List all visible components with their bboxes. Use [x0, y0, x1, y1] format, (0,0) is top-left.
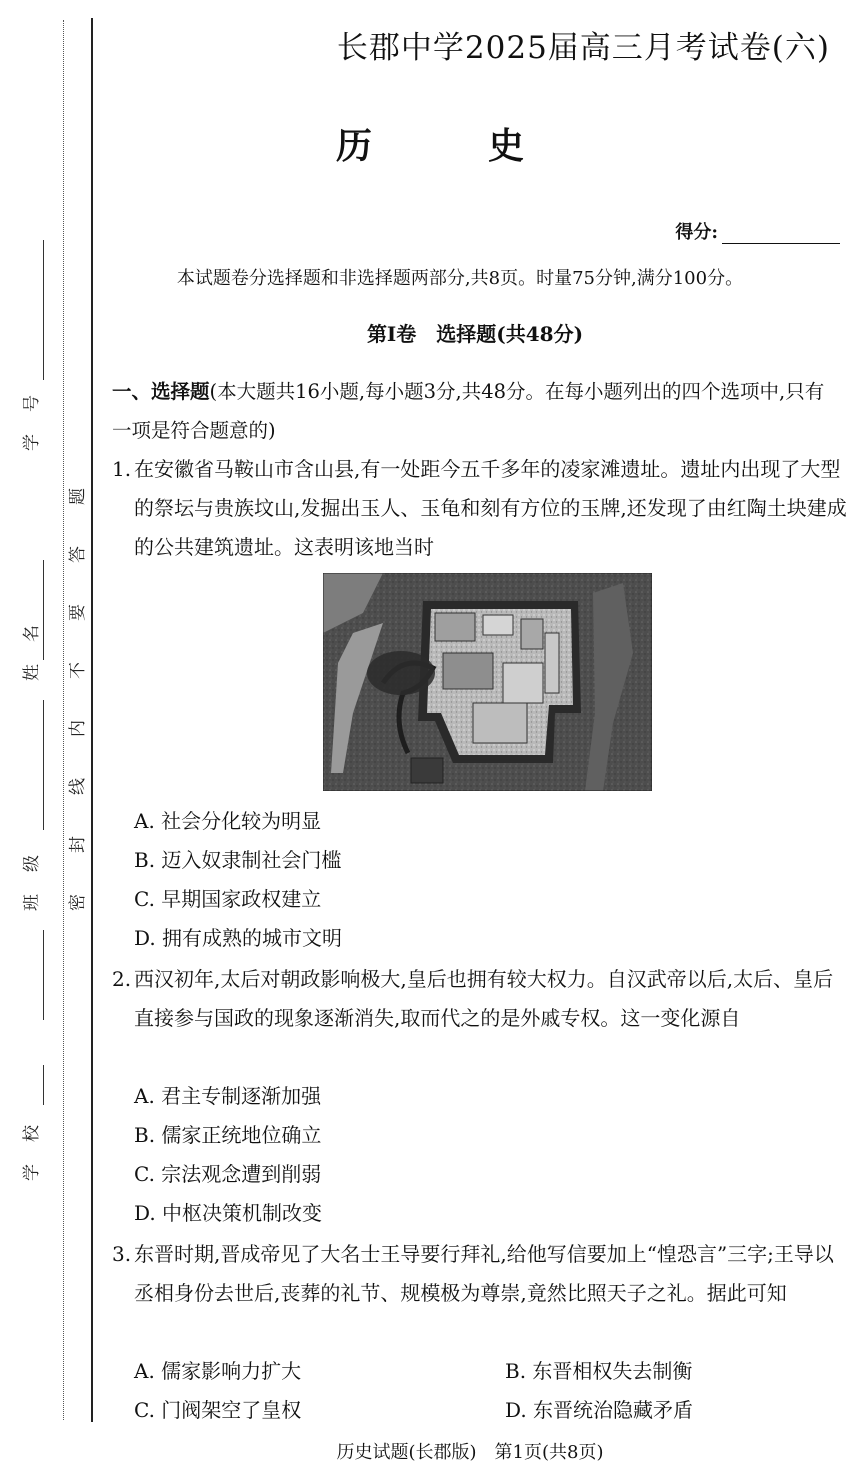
field-label-char: 班: [22, 894, 42, 911]
field-label-xingming: [24, 625, 41, 681]
question-stem: 东晋时期,晋成帝见了大名士王导要行拜礼,给他写信要加上“惶恐言”三字;王导以丞相身份去世后,丧葬的礼节、规模极为尊崇,竟然比照天子之礼。据此可知: [134, 1242, 834, 1305]
excavation-site-photo: [323, 573, 652, 791]
field-line-xuehao: [43, 240, 44, 380]
seal-char: 答: [68, 546, 88, 563]
field-label-char: 姓: [22, 664, 42, 681]
question-stem: 西汉初年,太后对朝政影响极大,皇后也拥有较大权力。自汉武帝以后,太后、皇后直接参与国政的现象逐渐消失,取而代之的是外戚专权。这一变化源自: [134, 967, 834, 1030]
seal-char: 要: [68, 604, 88, 621]
field-line-banji2: [43, 930, 44, 1020]
seal-char: 封: [68, 836, 88, 853]
question-3-option-b[interactable]: B. 东晋相权失去制衡: [505, 1359, 693, 1383]
part-heading-label: 一、选择题: [112, 380, 210, 403]
page-footer: 历史试题(长郡版) 第1页(共8页): [336, 1442, 604, 1463]
question-3-option-d[interactable]: D. 东晋统治隐藏矛盾: [505, 1398, 694, 1422]
question-3-option-c[interactable]: C. 门阀架空了皇权: [134, 1398, 302, 1422]
field-label-xuehao: [24, 395, 41, 451]
field-label-char: 学: [22, 1164, 42, 1181]
field-label-char: 校: [22, 1125, 42, 1142]
seal-char: 线: [68, 778, 88, 795]
seal-char: 密: [68, 894, 88, 911]
margin-solid-line: [91, 18, 93, 1422]
score-field: [675, 218, 840, 244]
question-2: [112, 960, 847, 1038]
exam-title: 长郡中学2025届高三月考试卷(六): [336, 30, 830, 66]
score-label: 得分:: [675, 222, 718, 243]
question-2-option-d[interactable]: D. 中枢决策机制改变: [134, 1201, 323, 1225]
question-3: [112, 1235, 847, 1313]
seal-line-text: [70, 488, 87, 911]
subject-title: 历 史: [335, 125, 564, 167]
question-stem: 在安徽省马鞍山市含山县,有一处距今五千多年的凌家滩遗址。遗址内出现了大型的祭坛与贵族坟山,发掘出玉人、玉龟和刻有方位的玉牌,还发现了由红陶土块建成的公共建筑遗址。这表明该地当时: [134, 457, 847, 559]
margin-dotted-line: [63, 20, 64, 1420]
seal-char: 内: [68, 720, 88, 737]
question-1-option-d[interactable]: D. 拥有成熟的城市文明: [134, 926, 343, 950]
question-1-option-b[interactable]: B. 迈入奴隶制社会门槛: [134, 848, 342, 872]
exam-intro: 本试题卷分选择题和非选择题两部分,共8页。时量75分钟,满分100分。: [176, 268, 744, 289]
seal-char: 不: [68, 662, 88, 679]
part-heading: [112, 372, 842, 450]
question-3-option-a[interactable]: A. 儒家影响力扩大: [134, 1359, 302, 1383]
question-1-option-c[interactable]: C. 早期国家政权建立: [134, 887, 322, 911]
question-2-option-a[interactable]: A. 君主专制逐渐加强: [134, 1084, 322, 1108]
field-label-char: 级: [22, 855, 42, 872]
score-blank[interactable]: [722, 225, 840, 244]
question-number: 3.: [112, 1242, 132, 1266]
field-line-xuexiao: [43, 1065, 44, 1105]
question-1-option-a[interactable]: A. 社会分化较为明显: [134, 809, 322, 833]
question-number: 2.: [112, 967, 132, 991]
seal-char: 题: [68, 488, 88, 505]
field-label-char: 号: [22, 395, 42, 412]
field-label-xuexiao: [24, 1125, 41, 1181]
field-line-xingming: [43, 560, 44, 660]
question-2-option-c[interactable]: C. 宗法观念遭到削弱: [134, 1162, 322, 1186]
question-number: 1.: [112, 457, 132, 481]
question-1: [112, 450, 847, 567]
section-title: 第Ⅰ卷 选择题(共48分): [366, 322, 584, 346]
field-label-banji: [24, 855, 41, 911]
question-2-option-b[interactable]: B. 儒家正统地位确立: [134, 1123, 322, 1147]
field-label-char: 学: [22, 434, 42, 451]
part-heading-text: (本大题共16小题,每小题3分,共48分。在每小题列出的四个选项中,只有一项是符合题意的): [112, 380, 825, 442]
field-line-banji: [43, 700, 44, 830]
field-label-char: 名: [22, 625, 42, 642]
